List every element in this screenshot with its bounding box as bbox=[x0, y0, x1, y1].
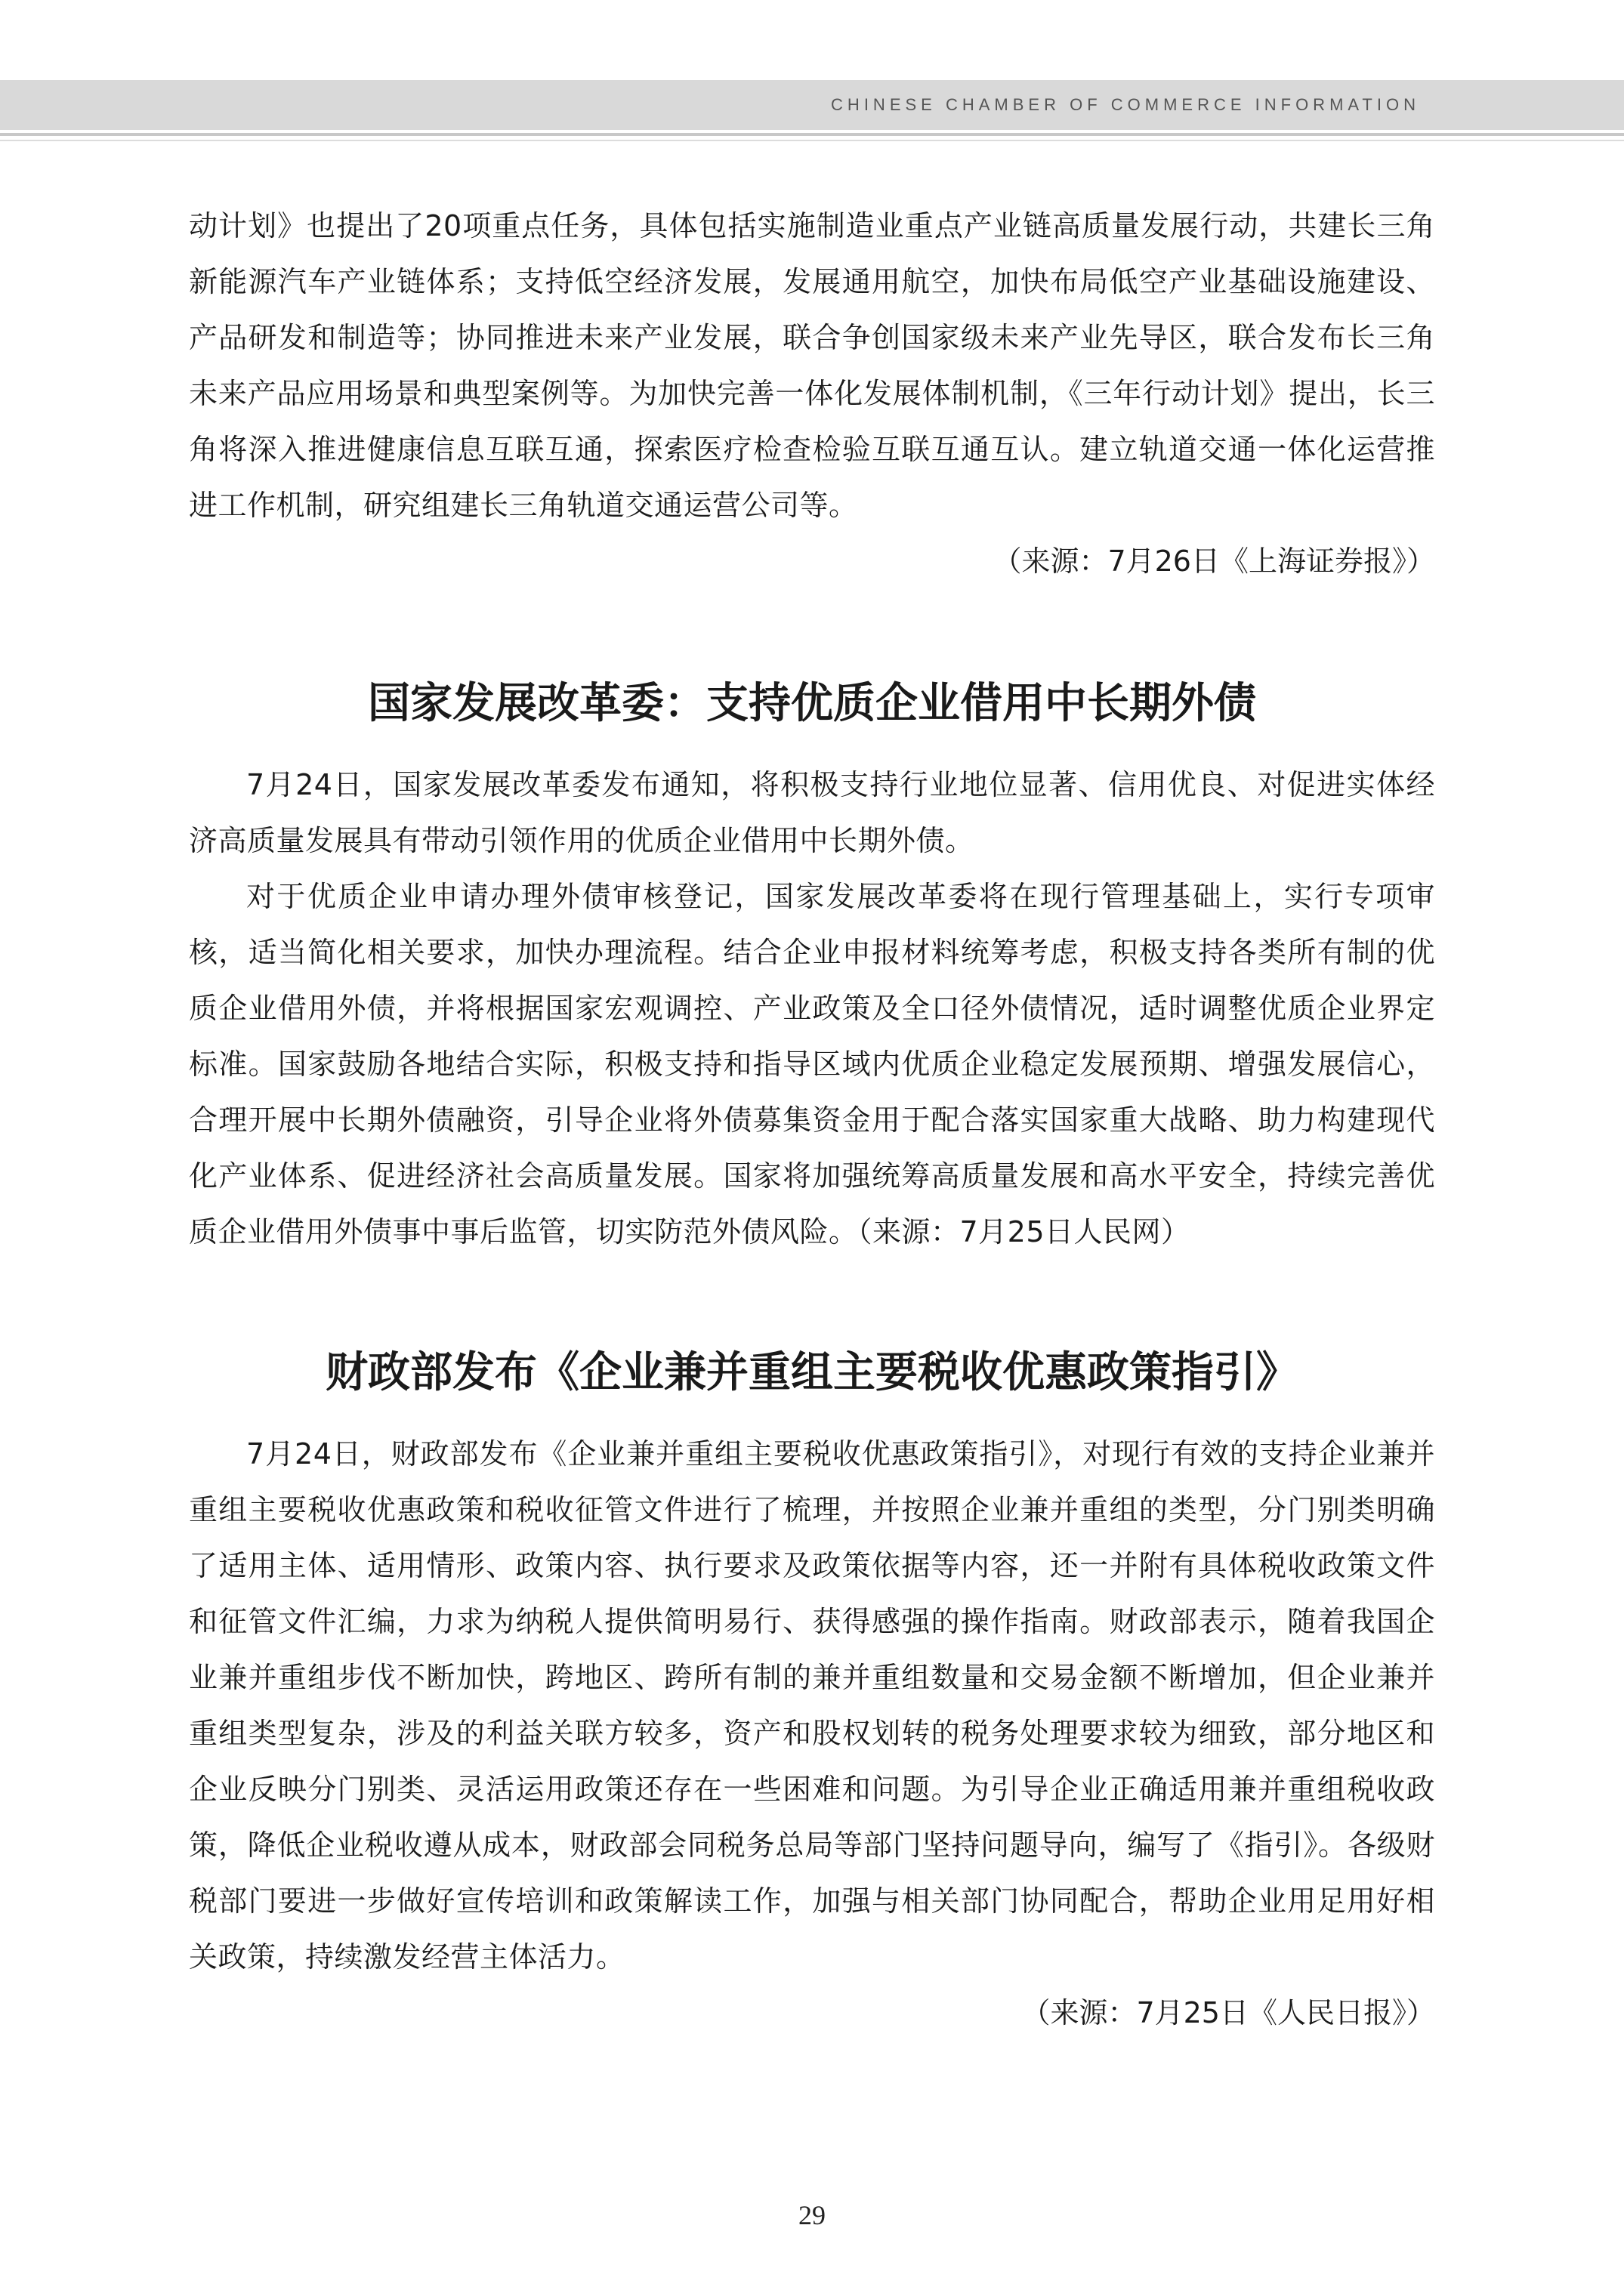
page-content bbox=[189, 198, 1435, 2041]
article-paragraph: 7月24日，财政部发布《企业兼并重组主要税收优惠政策指引》，对现行有效的支持企业兼并重组主要税收优惠政策和税收征管文件进行了梳理，并按照企业兼并重组的类型，分门别类明确了适用主体、适用情形、政策内容、执行要求及政策依据等内容，还一并附有具体税收政策文件和征管文件汇编，力求为纳税人提供简明易行、获得感强的操作指南。财政部表示，随着我国企业兼并重组步伐不断加快，跨地区、跨所有制的兼并重组数量和交易金额不断增加，但企业兼并重组类型复杂，涉及的利益关联方较多，资产和股权划转的税务处理要求较为细致，部分地区和企业反映分门别类、灵活运用政策还存在一些困难和问题。为引导企业正确适用兼并重组税收政策，降低企业税收遵从成本，财政部会同税务总局等部门坚持问题导向，编写了《指引》。各级财税部门要进一步做好宣传培训和政策解读工作，加强与相关部门协同配合，帮助企业用足用好相关政策，持续激发经营主体活力。 bbox=[189, 1437, 1435, 1974]
article-paragraph: 动计划》也提出了20项重点任务，具体包括实施制造业重点产业链高质量发展行动，共建长三角新能源汽车产业链体系；支持低空经济发展，发展通用航空，加快布局低空产业基础设施建设、产品研发和制造等；协同推进未来产业发展，联合争创国家级未来产业先导区，联合发布长三角未来产品应用场景和典型案例等。为加快完善一体化发展体制机制，《三年行动计划》提出，长三角将深入推进健康信息互联互通，探索医疗检查检验互联互通互认。建立轨道交通一体化运营推进工作机制，研究组建长三角轨道交通运营公司等。 bbox=[189, 209, 1435, 522]
article-source: （来源：7月25日《人民日报》） bbox=[1021, 1996, 1435, 2029]
page-number: 29 bbox=[798, 2200, 826, 2230]
article-mof bbox=[189, 1343, 1435, 2041]
publication-header: CHINESE CHAMBER OF COMMERCE INFORMATION bbox=[831, 95, 1420, 114]
article-title: 国家发展改革委：支持优质企业借用中长期外债 bbox=[368, 679, 1256, 728]
header-divider-thin bbox=[0, 140, 1624, 141]
article-title: 财政部发布《企业兼并重组主要税收优惠政策指引》 bbox=[326, 1348, 1298, 1397]
article-continued bbox=[189, 198, 1435, 589]
header-divider bbox=[0, 133, 1624, 136]
article-paragraph: 对于优质企业申请办理外债审核登记，国家发展改革委将在现行管理基础上，实行专项审核，适当简化相关要求，加快办理流程。结合企业申报材料统筹考虑，积极支持各类所有制的优质企业借用外债，并将根据国家宏观调控、产业政策及全口径外债情况，适时调整优质企业界定标准。国家鼓励各地结合实际，积极支持和指导区域内优质企业稳定发展预期、增强发展信心，合理开展中长期外债融资，引导企业将外债募集资金用于配合落实国家重大战略、助力构建现代化产业体系、促进经济社会高质量发展。国家将加强统筹高质量发展和高水平安全，持续完善优质企业借用外债事中事后监管，切实防范外债风险。（来源：7月25日人民网） bbox=[189, 880, 1435, 1248]
article-source: （来源：7月26日《上海证券报》） bbox=[993, 545, 1435, 578]
article-paragraph: 7月24日，国家发展改革委发布通知，将积极支持行业地位显著、信用优良、对促进实体经济高质量发展具有带动引领作用的优质企业借用中长期外债。 bbox=[189, 768, 1435, 857]
article-ndrc bbox=[189, 674, 1435, 1260]
